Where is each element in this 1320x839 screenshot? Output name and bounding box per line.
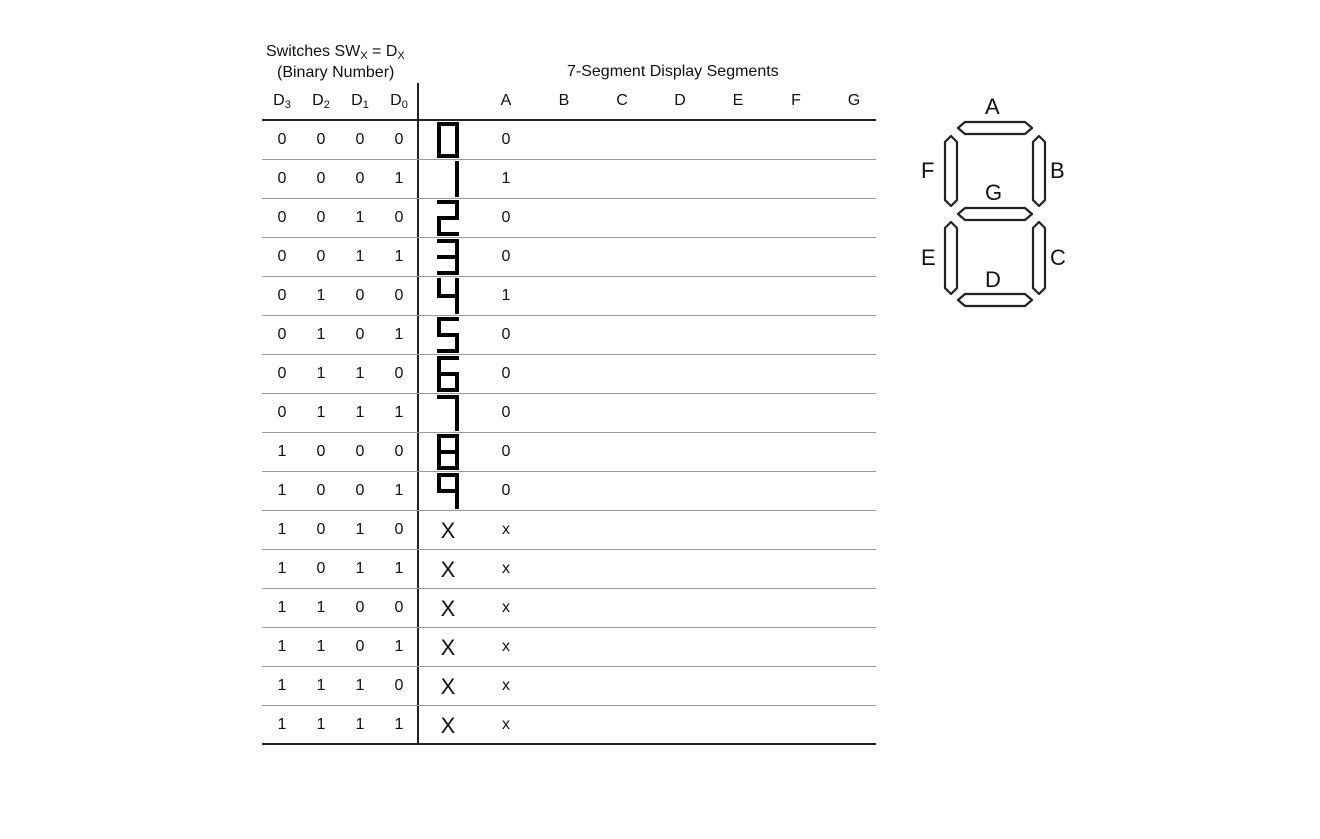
digit-glyph: [437, 317, 459, 358]
bit-cell-d0: 1: [394, 326, 404, 343]
bit-cell-d0: 0: [394, 365, 404, 382]
bit-cell-d2: 0: [316, 209, 326, 226]
segment-label-a: A: [985, 94, 1000, 119]
bit-cell-d0: 1: [394, 404, 404, 421]
segment-f-shape: [945, 136, 957, 206]
switches-title: [266, 43, 405, 65]
bit-cell-d2: 1: [316, 365, 326, 382]
digit-segment-b: [455, 278, 459, 296]
bit-cell-d0: 1: [394, 248, 404, 265]
digit-glyph: [437, 239, 459, 280]
digit-segment-f: [437, 317, 441, 335]
bit-cell-d0: 0: [394, 443, 404, 460]
bit-cell-d3: 0: [277, 170, 287, 187]
bit-cell-d1: 1: [355, 248, 365, 265]
input-header-d2: [306, 92, 336, 111]
bit-cell-d0: 0: [394, 131, 404, 148]
digit-glyph: X: [440, 635, 456, 660]
seven-segment-diagram: [915, 88, 1085, 318]
bit-cell-d1: 1: [355, 521, 365, 538]
segment-label-b: B: [1050, 158, 1065, 183]
bit-cell-d2: 1: [316, 599, 326, 616]
bit-cell-d3: 0: [277, 131, 287, 148]
digit-segment-d: [437, 232, 459, 236]
digit-glyph: [437, 278, 459, 319]
row-rule: [262, 588, 876, 589]
bit-cell-d0: 1: [394, 638, 404, 655]
digit-glyph: [437, 434, 459, 475]
digit-glyph: [437, 122, 459, 163]
digit-segment-d: [437, 271, 459, 275]
segments-title: 7-Segment Display Segments: [567, 63, 779, 80]
digit-segment-b: [455, 161, 459, 179]
bit-cell-d3: 0: [277, 209, 287, 226]
digit-segment-f: [437, 122, 441, 140]
digit-segment-e: [437, 140, 441, 158]
bit-cell-d1: 1: [355, 365, 365, 382]
bit-cell-d1: 1: [355, 404, 365, 421]
bit-cell-d0: 1: [394, 560, 404, 577]
digit-segment-b: [455, 239, 459, 257]
digit-segment-f: [437, 473, 441, 491]
input-header-main: D: [312, 92, 324, 109]
segment-label-d: D: [985, 267, 1001, 292]
row-rule: [262, 627, 876, 628]
digit-glyph: [437, 473, 459, 514]
bit-cell-d0: 1: [394, 482, 404, 499]
segment-a-value: 0: [501, 131, 511, 148]
bit-cell-d0: 0: [394, 287, 404, 304]
bit-cell-d2: 1: [316, 287, 326, 304]
digit-glyph: X: [440, 596, 456, 621]
digit-glyph: X: [440, 713, 456, 738]
bit-cell-d2: 0: [316, 131, 326, 148]
digit-segment-b: [455, 434, 459, 452]
bit-cell-d2: 0: [316, 170, 326, 187]
segment-header-f: F: [791, 92, 801, 109]
digit-glyph: [437, 395, 459, 436]
row-rule: [262, 237, 876, 238]
bit-cell-d1: 0: [355, 443, 365, 460]
bit-cell-d3: 1: [277, 638, 287, 655]
digit-glyph: [437, 356, 459, 397]
bit-cell-d3: 0: [277, 365, 287, 382]
segment-header-c: C: [616, 92, 628, 109]
segment-header-b: B: [558, 92, 570, 109]
bit-cell-d2: 0: [316, 443, 326, 460]
binary-number-label: (Binary Number): [277, 64, 395, 81]
segment-a-value: x: [502, 716, 510, 733]
bit-cell-d1: 1: [355, 560, 365, 577]
segment-a-value: x: [502, 677, 510, 694]
input-header-d3: [267, 92, 297, 111]
row-rule: [262, 432, 876, 433]
row-rule: [262, 471, 876, 472]
segment-a-value: 0: [501, 326, 511, 343]
input-header-sub: 1: [362, 99, 369, 111]
bit-cell-d3: 0: [277, 248, 287, 265]
segment-a-value: x: [502, 521, 510, 538]
row-rule: [262, 510, 876, 511]
segment-a-shape: [958, 122, 1032, 134]
digit-segment-c: [455, 413, 459, 431]
bit-cell-d1: 1: [355, 677, 365, 694]
digit-glyph: [437, 200, 459, 241]
bit-cell-d3: 0: [277, 287, 287, 304]
segment-label-g: G: [985, 180, 1003, 205]
row-rule: [262, 393, 876, 394]
switches-eq-sub: X: [397, 50, 405, 62]
bit-cell-d3: 1: [277, 443, 287, 460]
input-header-main: D: [351, 92, 363, 109]
digit-segment-b: [455, 200, 459, 218]
digit-segment-c: [455, 374, 459, 392]
segment-a-value: x: [502, 599, 510, 616]
switches-title-text: Switches SW: [266, 43, 361, 60]
segment-d-shape: [958, 294, 1032, 306]
bit-cell-d0: 1: [394, 716, 404, 733]
row-rule: [262, 315, 876, 316]
digit-glyph: X: [440, 557, 456, 582]
bit-cell-d2: 1: [316, 638, 326, 655]
bit-cell-d3: 1: [277, 677, 287, 694]
input-header-sub: 2: [323, 99, 330, 111]
bit-cell-d2: 0: [316, 482, 326, 499]
segment-a-value: 0: [501, 404, 511, 421]
input-header-sub: 0: [401, 99, 408, 111]
digit-segment-g: [437, 450, 459, 454]
segment-a-value: 0: [501, 248, 511, 265]
row-rule: [262, 549, 876, 550]
bit-cell-d3: 0: [277, 326, 287, 343]
bit-cell-d1: 0: [355, 287, 365, 304]
digit-segment-f: [437, 278, 441, 296]
digit-segment-e: [437, 452, 441, 470]
bit-cell-d1: 0: [355, 599, 365, 616]
segment-a-value: x: [502, 638, 510, 655]
segment-a-value: x: [502, 560, 510, 577]
bit-cell-d2: 1: [316, 404, 326, 421]
input-header-main: D: [390, 92, 402, 109]
segment-header-d: D: [674, 92, 686, 109]
digit-glyph: [437, 161, 459, 202]
row-rule: [262, 159, 876, 160]
input-header-main: D: [273, 92, 285, 109]
bit-cell-d1: 0: [355, 482, 365, 499]
segment-b-shape: [1033, 136, 1045, 206]
bit-cell-d3: 1: [277, 521, 287, 538]
bit-cell-d0: 0: [394, 599, 404, 616]
bit-cell-d3: 1: [277, 560, 287, 577]
bit-cell-d2: 1: [316, 677, 326, 694]
bit-cell-d1: 0: [355, 326, 365, 343]
row-rule: [262, 276, 876, 277]
segment-a-value: 1: [501, 170, 511, 187]
bit-cell-d2: 0: [316, 560, 326, 577]
segment-label-e: E: [921, 245, 936, 270]
segment-a-value: 0: [501, 482, 511, 499]
input-header-sub: 3: [284, 99, 291, 111]
bit-cell-d3: 1: [277, 599, 287, 616]
row-rule: [262, 198, 876, 199]
segment-a-value: 0: [501, 443, 511, 460]
digit-glyph: X: [440, 674, 456, 699]
bit-cell-d0: 1: [394, 170, 404, 187]
input-header-d1: [345, 92, 375, 111]
bit-cell-d0: 0: [394, 209, 404, 226]
switches-title-sub: X: [360, 50, 368, 62]
segment-a-value: 1: [501, 287, 511, 304]
bit-cell-d2: 1: [316, 326, 326, 343]
switches-eq-text: = D: [367, 43, 398, 60]
digit-segment-b: [455, 473, 459, 491]
bit-cell-d1: 0: [355, 131, 365, 148]
digit-glyph: X: [440, 518, 456, 543]
bit-cell-d0: 0: [394, 521, 404, 538]
row-rule: [262, 705, 876, 706]
bit-cell-d2: 0: [316, 248, 326, 265]
digit-segment-c: [455, 491, 459, 509]
bit-cell-d3: 1: [277, 716, 287, 733]
header-rule: [262, 119, 876, 121]
bit-cell-d0: 0: [394, 677, 404, 694]
segment-label-c: C: [1050, 245, 1066, 270]
digit-segment-c: [455, 296, 459, 314]
segment-header-e: E: [732, 92, 744, 109]
bit-cell-d1: 0: [355, 170, 365, 187]
segment-header-g: G: [847, 92, 861, 109]
bit-cell-d1: 1: [355, 209, 365, 226]
segment-e-shape: [945, 222, 957, 294]
row-rule: [262, 354, 876, 355]
segment-g-shape: [958, 208, 1032, 220]
segment-c-shape: [1033, 222, 1045, 294]
digit-segment-c: [455, 179, 459, 197]
bit-cell-d2: 1: [316, 716, 326, 733]
segment-a-value: 0: [501, 365, 511, 382]
segment-header-a: A: [500, 92, 512, 109]
bottom-rule: [262, 743, 876, 745]
bit-cell-d2: 0: [316, 521, 326, 538]
input-header-d0: [384, 92, 414, 111]
digit-segment-b: [455, 395, 459, 413]
bit-cell-d1: 1: [355, 716, 365, 733]
bit-cell-d1: 0: [355, 638, 365, 655]
segment-a-value: 0: [501, 209, 511, 226]
bit-cell-d3: 0: [277, 404, 287, 421]
digit-segment-f: [437, 356, 441, 374]
digit-segment-f: [437, 434, 441, 452]
digit-segment-b: [455, 122, 459, 140]
divider-line: [417, 83, 419, 745]
digit-segment-d: [437, 349, 459, 353]
bit-cell-d3: 1: [277, 482, 287, 499]
row-rule: [262, 666, 876, 667]
segment-label-f: F: [921, 158, 935, 183]
